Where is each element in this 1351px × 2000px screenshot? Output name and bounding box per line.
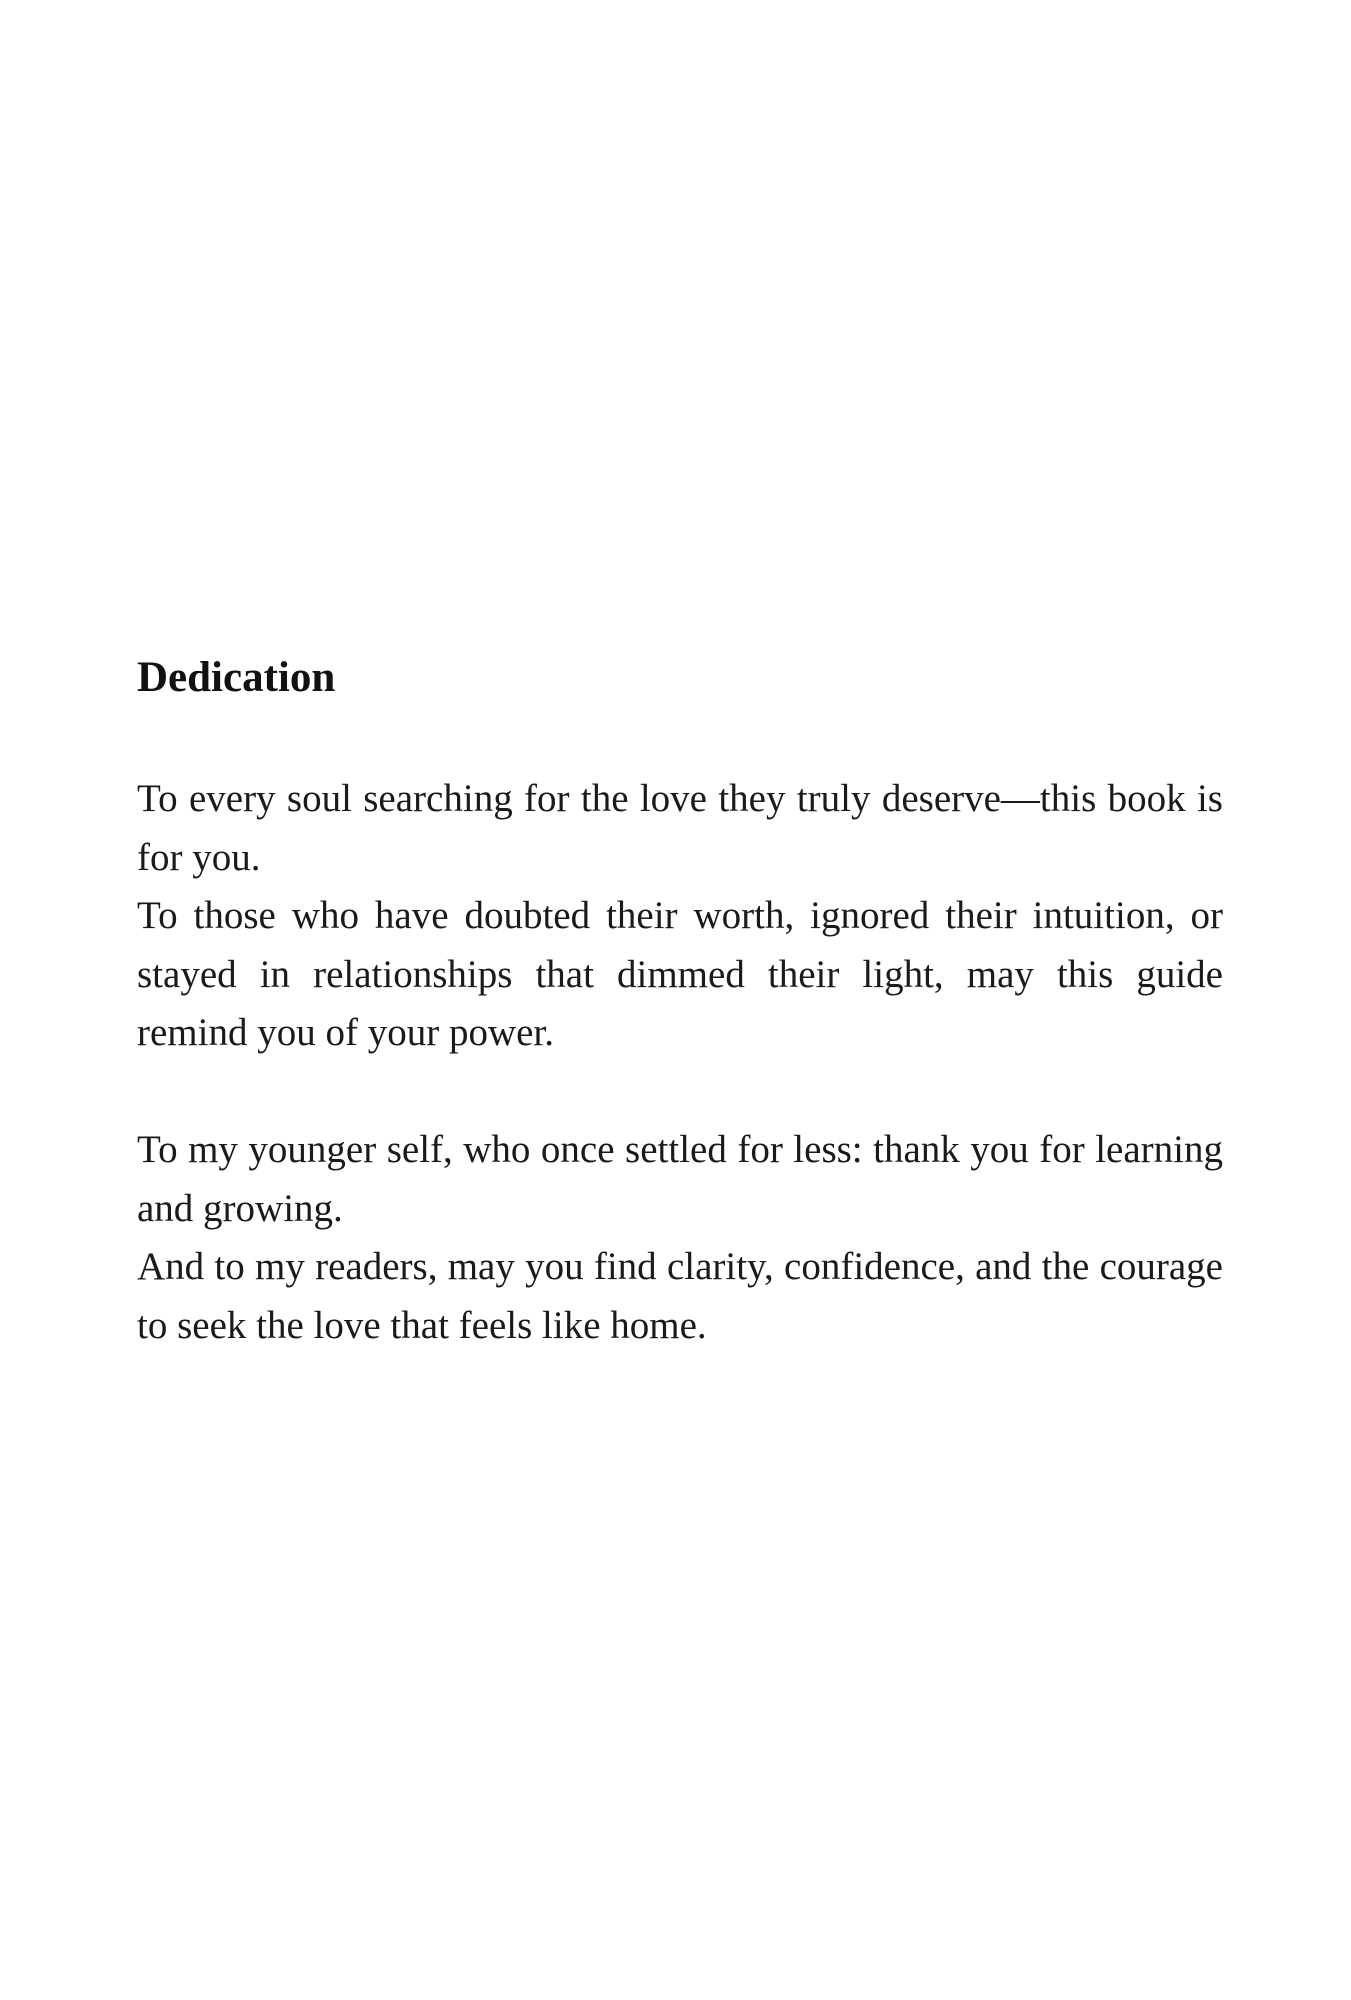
dedication-paragraph: To every soul searching for the love they truly deserve—this book is for you. — [137, 777, 1223, 879]
page-title: Dedication — [137, 654, 336, 701]
dedication-section-1 — [137, 770, 1223, 1063]
dedication-paragraph: To those who have doubted their worth, ignored their intuition, or stayed in relationships that dimmed their light, may this guide remind you of your power. — [137, 894, 1223, 1055]
dedication-paragraph: And to my readers, may you find clarity, confidence, and the courage to seek the love that feels like home. — [137, 1245, 1223, 1347]
dedication-paragraph: To my younger self, who once settled for less: thank you for learning and growing. — [137, 1127, 1223, 1230]
dedication-section-2 — [137, 1121, 1223, 1355]
dedication-content — [137, 648, 1223, 1355]
